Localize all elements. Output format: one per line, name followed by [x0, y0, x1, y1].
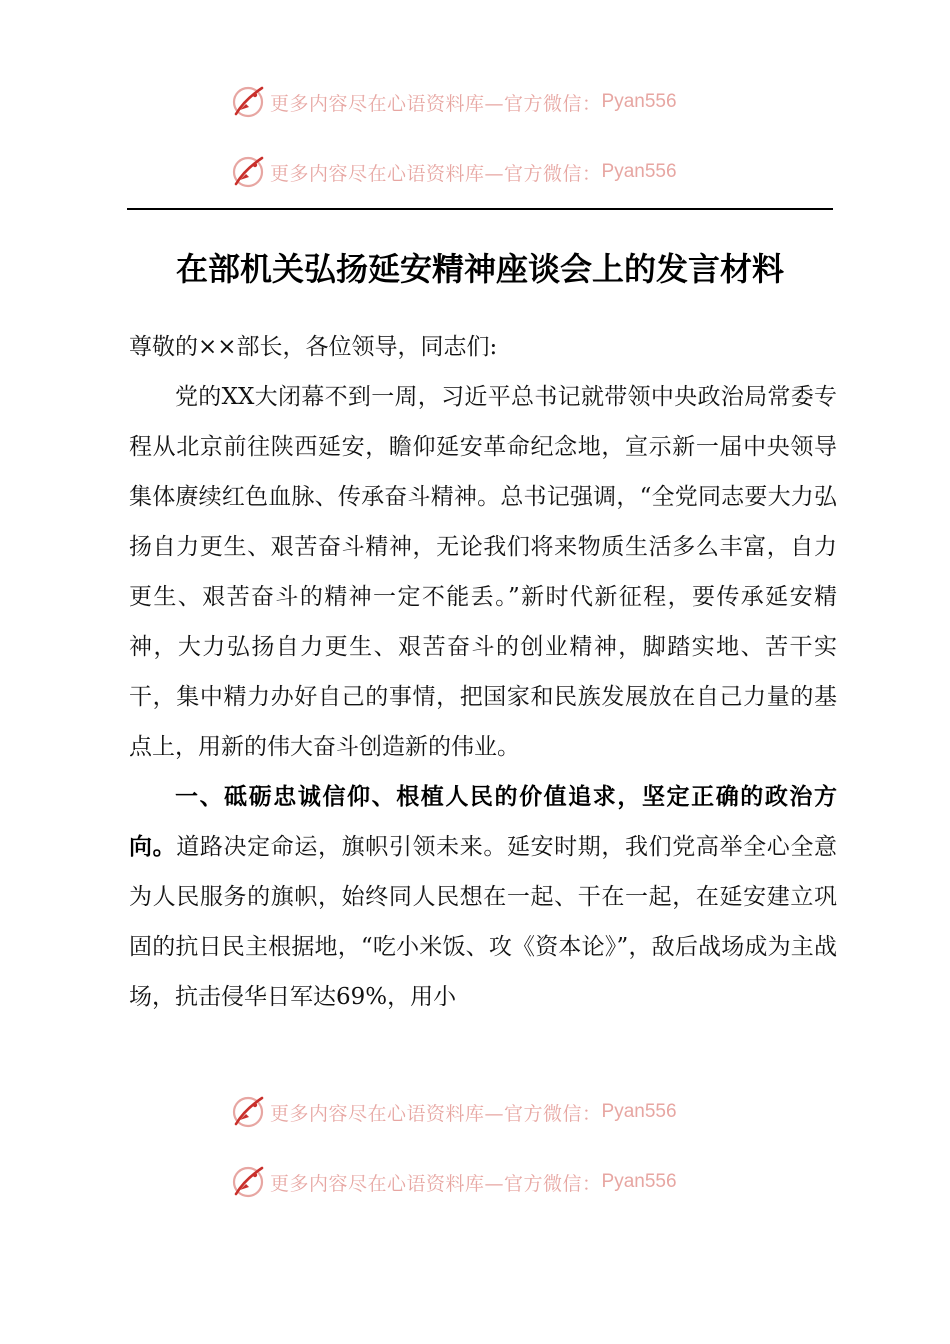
watermark-text: 更多内容尽在心语资料库—官方微信：	[270, 92, 602, 115]
section-1	[129, 772, 837, 1022]
watermark-wechat-id: Pyan556	[601, 91, 677, 112]
watermark-banner-top-1	[230, 82, 750, 122]
watermark-wechat-id: Pyan556	[601, 161, 677, 182]
pen-logo-icon	[230, 154, 266, 190]
paragraph-1: 党的XX大闭幕不到一周，习近平总书记就带领中央政治局常委专程从北京前往陕西延安，瞻仰延安革命纪念地，宣示新一届中央领导集体赓续红色血脉、传承奋斗精神。总书记强调，“全党同志要大力弘扬自力更生、艰苦奋斗精神，无论我们将来物质生活多么丰富，自力更生、艰苦奋斗的精神一定不能丢。”新时代新征程，要传承延安精神，大力弘扬自力更生、艰苦奋斗的创业精神，脚踏实地、苦干实干，集中精力办好自己的事情，把国家和民族发展放在自己力量的基点上，用新的伟大奋斗创造新的伟业。	[129, 384, 837, 760]
watermark-banner-bottom-1	[230, 1092, 750, 1132]
section-1-heading: 一、砥砺忠诚信仰、根植人民的价值追求，坚定正确的政治方向。	[129, 784, 837, 860]
watermark-wechat-id: Pyan556	[601, 1171, 677, 1192]
pen-logo-icon	[230, 1094, 266, 1130]
header-divider	[127, 208, 833, 210]
document-title: 在部机关弘扬延安精神座谈会上的发言材料	[175, 250, 784, 288]
watermark-banner-top-2	[230, 152, 750, 192]
watermark-text: 更多内容尽在心语资料库—官方微信：	[270, 162, 602, 185]
watermark-wechat-id: Pyan556	[601, 1101, 677, 1122]
document-body	[129, 322, 837, 1022]
watermark-text: 更多内容尽在心语资料库—官方微信：	[270, 1102, 602, 1125]
watermark-banner-bottom-2	[230, 1162, 750, 1202]
watermark-text: 更多内容尽在心语资料库—官方微信：	[270, 1172, 602, 1195]
pen-logo-icon	[230, 1164, 266, 1200]
salutation: 尊敬的××部长，各位领导，同志们:	[129, 334, 498, 360]
section-1-text: 道路决定命运，旗帜引领未来。延安时期，我们党高举全心全意为人民服务的旗帜，始终同人民想在一起、干在一起，在延安建立巩固的抗日民主根据地，“吃小米饭、攻《资本论》”，敌后战场成为主战场，抗击侵华日军达69%，用小	[129, 834, 838, 1010]
pen-logo-icon	[230, 84, 266, 120]
